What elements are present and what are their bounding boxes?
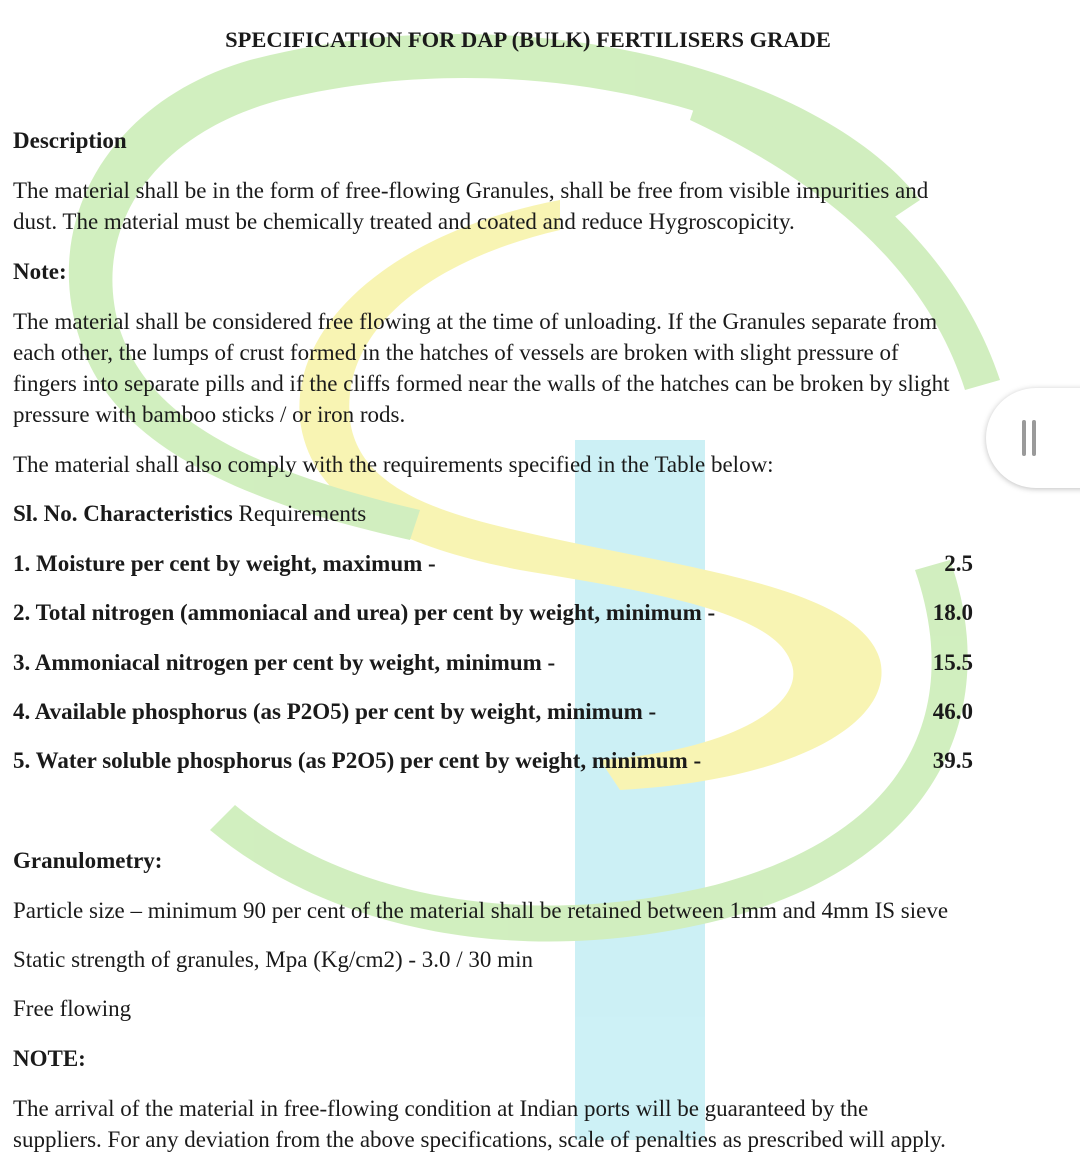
- note2-line: suppliers. For any deviation from the above specifications, scale of penalties as prescribed will apply.: [13, 1127, 946, 1152]
- spec-row: [13, 548, 973, 579]
- table-header: [13, 498, 366, 529]
- spec-label: 3. Ammoniacal nitrogen per cent by weight, minimum -: [13, 650, 556, 675]
- table-header-columns: Sl. No. Characteristics: [13, 501, 233, 526]
- free-flowing-text: Free flowing: [13, 996, 132, 1021]
- note-line: fingers into separate pills and if the cliffs formed near the walls of the hatches can be broken by slight: [13, 371, 950, 396]
- document-title: SPECIFICATION FOR DAP (BULK) FERTILISERS GRADE: [225, 27, 831, 52]
- granulometry-heading: Granulometry:: [13, 848, 163, 873]
- note-line: The material shall be considered free flowing at the time of unloading. If the Granules separate from: [13, 309, 938, 334]
- spec-value: 15.5: [932, 650, 973, 675]
- description-line: The material shall be in the form of free-flowing Granules, shall be free from visible impurities and: [13, 178, 929, 203]
- note2-line: The arrival of the material in free-flowing condition at Indian ports will be guaranteed by the: [13, 1096, 869, 1121]
- spec-value: 46.0: [932, 699, 973, 724]
- note-heading: Note:: [13, 259, 67, 284]
- spec-label: 5. Water soluble phosphorus (as P2O5) per cent by weight, minimum -: [13, 748, 702, 773]
- note-line: each other, the lumps of crust formed in the hatches of vessels are broken with slight pressure of: [13, 340, 899, 365]
- scroll-handle[interactable]: [986, 388, 1080, 488]
- static-strength-text: Static strength of granules, Mpa (Kg/cm2) - 3.0 / 30 min: [13, 947, 533, 972]
- spec-row: [13, 745, 973, 776]
- description-heading: Description: [13, 128, 127, 153]
- spec-label: 4. Available phosphorus (as P2O5) per cent by weight, minimum -: [13, 699, 657, 724]
- table-intro: The material shall also comply with the requirements specified in the Table below:: [13, 452, 774, 477]
- spec-value: 18.0: [932, 600, 973, 625]
- description-paragraph: [13, 175, 1063, 237]
- spec-label: 2. Total nitrogen (ammoniacal and urea) per cent by weight, minimum -: [13, 600, 716, 625]
- description-line: dust. The material must be chemically treated and coated and reduce Hygroscopicity.: [13, 209, 795, 234]
- spec-row: [13, 647, 973, 678]
- table-header-requirements: Requirements: [232, 501, 367, 526]
- note2-paragraph: [13, 1093, 1063, 1155]
- note2-heading: NOTE:: [13, 1046, 86, 1071]
- note-line: pressure with bamboo sticks / or iron rods.: [13, 402, 406, 427]
- spec-value: 39.5: [932, 748, 973, 773]
- particle-size-text: Particle size – minimum 90 per cent of the material shall be retained between 1mm and 4mm IS sieve: [13, 898, 949, 923]
- note-paragraph: [13, 306, 1063, 430]
- spec-row: [13, 696, 973, 727]
- spec-row: [13, 597, 973, 628]
- spec-label: 1. Moisture per cent by weight, maximum -: [13, 551, 436, 576]
- spec-value: 2.5: [944, 551, 973, 576]
